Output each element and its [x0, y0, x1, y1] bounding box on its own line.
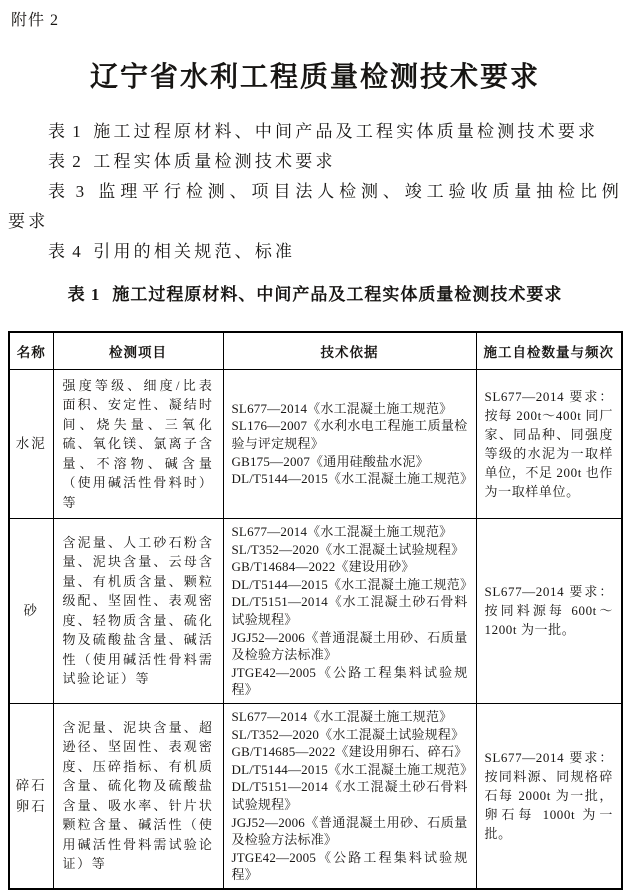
frequency-cell: SL677—2014 要求：按同料源、同规格碎石每 2000t 为一批，卵石每 1000t 为一批。 [476, 703, 622, 888]
column-header: 施工自检数量与频次 [476, 332, 622, 369]
material-name-cell: 砂 [9, 519, 53, 704]
basis-reference: JGJ52—2006《普通混凝土用砂、石质量及检验方法标准》 [231, 814, 468, 848]
material-name-cell: 水泥 [9, 369, 53, 519]
basis-reference: JGJ52—2006《普通混凝土用砂、石质量及检验方法标准》 [231, 629, 468, 663]
basis-reference: SL677—2014《水工混凝土施工规范》 [231, 524, 453, 539]
basis-reference: SL/T352—2020《水工混凝土试验规程》 [231, 541, 465, 557]
table1 [8, 331, 623, 890]
technical-basis-cell [223, 369, 476, 519]
toc-item-text: 工程实体质量检测技术要求 [93, 152, 336, 171]
toc-item-continuation: 要求 [8, 212, 49, 231]
toc-item-number: 表 2 [48, 152, 83, 171]
basis-reference: SL677—2014《水工混凝土施工规范》 [231, 708, 453, 724]
table1-body [9, 369, 622, 889]
column-header: 检测项目 [53, 332, 223, 369]
test-items-cell: 含泥量、人工砂石粉含量、泥块含量、云母含量、有机质含量、颗粒级配、坚固性、表观密度、轻物质含量、硫化物及硫酸盐含量、碱活性（使用碱活性骨料需试验论证）等 [53, 519, 223, 704]
table1-caption [0, 280, 630, 305]
basis-reference: DL/T5151—2014《水工混凝土砂石骨料试验规程》 [231, 779, 468, 812]
toc-item [8, 147, 622, 177]
technical-basis-cell [223, 703, 476, 888]
basis-reference: DL/T5144—2015《水工混凝土施工规范》 [231, 761, 474, 777]
basis-reference: GB/T14685—2022《建设用卵石、碎石》 [231, 744, 468, 760]
toc [8, 117, 622, 267]
toc-item-text: 施工过程原材料、中间产品及工程实体质量检测技术要求 [93, 122, 599, 141]
table-row [9, 519, 622, 704]
table1-caption-title: 施工过程原材料、中间产品及工程实体质量检测技术要求 [112, 285, 563, 304]
document-title: 辽宁省水利工程质量检测技术要求 [89, 62, 540, 93]
basis-reference: JTGE42—2005《公路工程集料试验规程》 [231, 849, 468, 883]
test-items-cell: 强度等级、细度/比表面积、安定性、凝结时间、烧失量、三氧化硫、氧化镁、氯离子含量、不溶物、碱含量（使用碱活性骨料时）等 [53, 369, 223, 519]
toc-item-number: 表 1 [48, 122, 83, 141]
basis-reference: SL/T352—2020《水工混凝土试验规程》 [231, 726, 465, 742]
toc-item-text: 引用的相关规范、标准 [93, 242, 296, 261]
toc-item [8, 177, 622, 207]
toc-item [8, 117, 622, 147]
column-header: 技术依据 [223, 332, 476, 369]
toc-item-text: 监理平行检测、项目法人检测、竣工验收质量抽检比例 [96, 182, 622, 201]
basis-reference: DL/T5151—2014《水工混凝土砂石骨料试验规程》 [231, 594, 468, 627]
table-row [9, 703, 622, 888]
basis-reference: GB/T14684—2022《建设用砂》 [231, 559, 415, 575]
basis-reference: DL/T5144—2015《水工混凝土施工规范》 [231, 471, 474, 487]
table1-header-row [9, 332, 622, 369]
table1-caption-number: 表 1 [67, 285, 101, 304]
toc-item-number: 表 4 [48, 242, 83, 261]
test-items-cell: 含泥量、泥块含量、超逊径、坚固性、表观密度、压碎指标、有机质含量、硫化物及硫酸盐含量、吸水率、针片状颗粒含量、碱活性（使用碱活性骨料需试验论证）等 [53, 703, 223, 888]
attachment-label: 附件 2 [11, 12, 60, 29]
technical-basis-cell [223, 519, 476, 704]
table-row [9, 369, 622, 519]
toc-item-number: 表 3 [48, 182, 86, 201]
basis-reference: JTGE42—2005《公路工程集料试验规程》 [231, 664, 468, 698]
toc-item [8, 237, 622, 267]
frequency-cell: SL677—2014 要求：按同料源每 600t～1200t 为一批。 [476, 519, 622, 704]
material-name-cell: 碎石卵石 [9, 703, 53, 888]
column-header: 名称 [9, 332, 53, 369]
basis-reference: SL176—2007《水利水电工程施工质量检验与评定规程》 [231, 418, 468, 451]
basis-reference: DL/T5144—2015《水工混凝土施工规范》 [231, 576, 474, 592]
basis-reference: GB175—2007《通用硅酸盐水泥》 [231, 453, 429, 469]
basis-reference: SL677—2014《水工混凝土施工规范》 [231, 400, 453, 416]
frequency-cell: SL677—2014 要求：按每 200t～400t 同厂家、同品种、同强度等级的水泥为一取样单位，不足 200t 也作为一取样单位。 [476, 369, 622, 519]
